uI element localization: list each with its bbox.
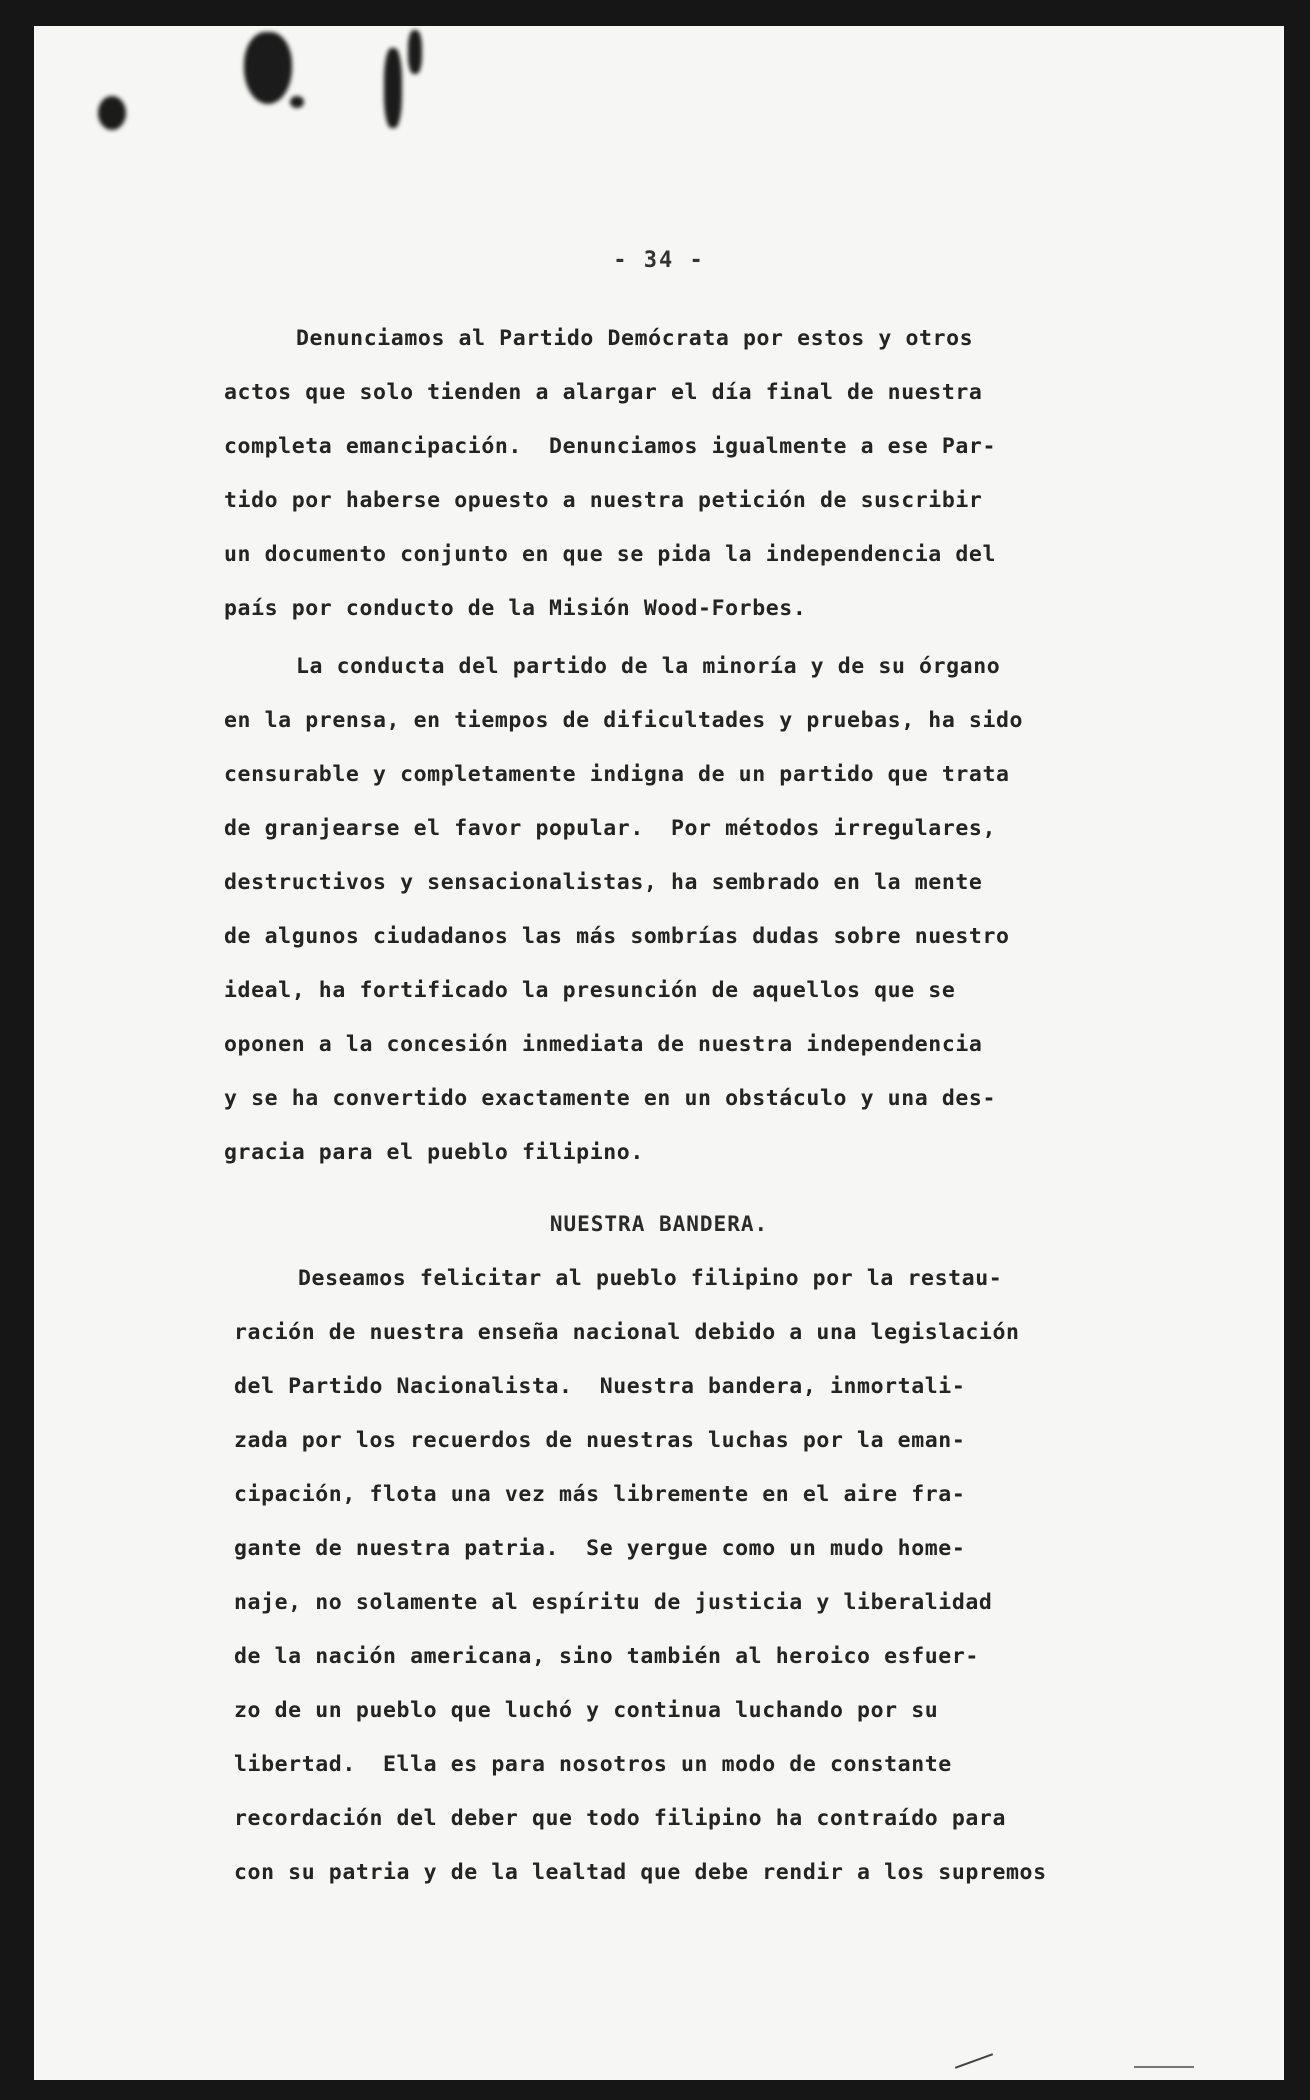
ink-blot-5 — [290, 96, 304, 108]
text-line: del Partido Nacionalista. Nuestra bandera, inmortali- — [234, 1374, 966, 1399]
text-line: libertad. Ella es para nosotros un modo de constante — [234, 1752, 952, 1777]
text-line: de la nación americana, sino también al heroico esfuer- — [234, 1644, 979, 1669]
ink-blot-4 — [98, 96, 126, 130]
text-line: ideal, ha fortificado la presunción de aquellos que se — [224, 978, 956, 1003]
text-line: país por conducto de la Misión Wood-Forbes. — [224, 596, 807, 621]
text-line: destructivos y sensacionalistas, ha sembrado en la mente — [224, 870, 983, 895]
section-heading: NUESTRA BANDERA. — [549, 1212, 769, 1236]
text-line: un documento conjunto en que se pida la independencia del — [224, 542, 997, 567]
text-line: actos que solo tienden a alargar el día final de nuestra — [224, 380, 983, 405]
text-line: oponen a la concesión inmediata de nuestra independencia — [224, 1032, 983, 1057]
text-line: de granjearse el favor popular. Por métodos irregulares, — [224, 816, 997, 841]
text-line: censurable y completamente indigna de un partido que trata — [224, 762, 1010, 787]
page-number: - 34 - — [613, 248, 705, 273]
text-line: Denunciamos al Partido Demócrata por estos y otros — [296, 326, 974, 351]
text-line: con su patria y de la lealtad que debe rendir a los supremos — [234, 1860, 1047, 1885]
text-line: cipación, flota una vez más libremente en el aire fra- — [234, 1482, 966, 1507]
ink-blot-1 — [244, 32, 292, 104]
text-line: ración de nuestra enseña nacional debido a una legislación — [234, 1320, 1020, 1345]
text-line: zo de un pueblo que luchó y continua luchando por su — [234, 1698, 939, 1723]
text-line: gante de nuestra patria. Se yergue como un mudo home- — [234, 1536, 966, 1561]
text-line: gracia para el pueblo filipino. — [224, 1140, 644, 1165]
document-page — [34, 26, 1284, 2080]
text-line: zada por los recuerdos de nuestras luchas por la eman- — [234, 1428, 966, 1453]
text-line: naje, no solamente al espíritu de justicia y liberalidad — [234, 1590, 993, 1615]
text-line: de algunos ciudadanos las más sombrías dudas sobre nuestro — [224, 924, 1010, 949]
text-line: tido por haberse opuesto a nuestra petición de suscribir — [224, 488, 983, 513]
text-line: La conducta del partido de la minoría y de su órgano — [296, 654, 1001, 679]
ink-blot-3 — [408, 30, 422, 74]
ink-blot-2 — [384, 48, 402, 128]
text-line: y se ha convertido exactamente en un obstáculo y una des- — [224, 1086, 997, 1111]
scan-mark — [1134, 2066, 1194, 2068]
scan-mark — [955, 2053, 993, 2069]
text-line: Deseamos felicitar al pueblo filipino por la restau- — [298, 1266, 1003, 1291]
text-line: recordación del deber que todo filipino ha contraído para — [234, 1806, 1007, 1831]
text-line: completa emancipación. Denunciamos igualmente a ese Par- — [224, 434, 997, 459]
text-line: en la prensa, en tiempos de dificultades y pruebas, ha sido — [224, 708, 1024, 733]
